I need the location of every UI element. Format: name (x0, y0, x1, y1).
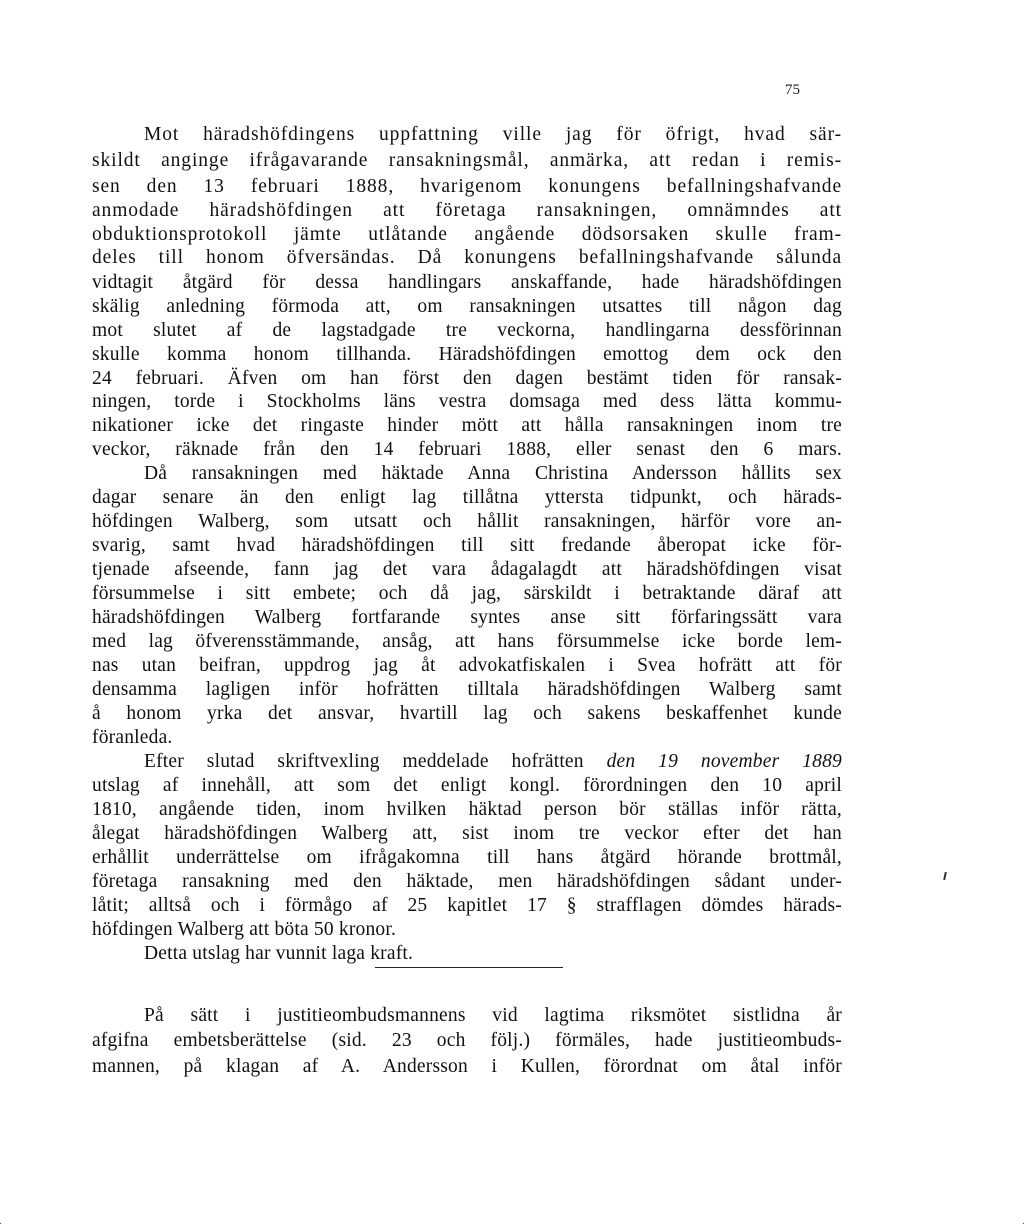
text-line: sen den 13 februari 1888, hvarigenom konungens befallningshafvande (92, 176, 842, 197)
text-line: tjenade afseende, fann jag det vara ådagalagdt att häradshöfdingen visat (92, 559, 842, 580)
text-line: med lag öfverensstämmande, ansåg, att hans försummelse icke borde lem- (92, 631, 842, 652)
text-line: svarig, samt hvad häradshöfdingen till sitt fredande åberopat icke för- (92, 535, 842, 556)
text-line: Detta utslag har vunnit laga kraft. (144, 943, 414, 964)
text-line: höfdingen Walberg, som utsatt och hållit ransakningen, härför vore an- (92, 511, 842, 532)
text-line: höfdingen Walberg att böta 50 kronor. (92, 919, 397, 940)
text-line: ålegat häradshöfdingen Walberg att, sist inom tre veckor efter det han (92, 823, 842, 844)
text-span: Efter slutad skriftvexling meddelade hofrätten den 19 november 1889 (144, 751, 842, 772)
text-line: afgifna embetsberättelse (sid. 23 och följ.) förmäles, hade justitieombuds- (92, 1030, 842, 1051)
italic-date: den 19 november 1889 (606, 751, 842, 772)
text-line: 1810, angående tiden, inom hvilken häktad person bör ställas inför rätta, (92, 799, 842, 820)
text-line: häradshöfdingen Walberg fortfarande syntes anse sitt förfaringssätt vara (92, 607, 842, 628)
text-line: skildt anginge ifrågavarande ransakningsmål, anmärka, att redan i remis- (92, 150, 842, 171)
text-line: obduktionsprotokoll jämte utlåtande angående dödsorsaken skulle fram- (92, 224, 842, 245)
text-line: utslag af innehåll, att som det enligt kongl. förordningen den 10 april (92, 775, 842, 796)
section-divider (375, 967, 563, 968)
text-line: erhållit underrättelse om ifrågakomna till hans åtgärd hörande brottmål, (92, 847, 842, 868)
text-line (144, 751, 842, 773)
text-line: nas utan beifran, uppdrog jag åt advokatfiskalen i Svea hofrätt att för (92, 655, 842, 676)
text-line: å honom yrka det ansvar, hvartill lag och sakens beskaffenhet kunde (92, 703, 842, 724)
text-line: dagar senare än den enligt lag tillåtna yttersta tidpunkt, och härads- (92, 487, 842, 508)
text-line: deles till honom öfversändas. Då konungens befallningshafvande sålunda (92, 247, 842, 268)
text-line: Mot häradshöfdingens uppfattning ville jag för öfrigt, hvad sär- (144, 124, 842, 145)
text-line: företaga ransakning med den häktade, men häradshöfdingen sådant under- (92, 871, 842, 892)
text-line: föranleda. (92, 727, 173, 748)
text-line: vidtagit åtgärd för dessa handlingars anskaffande, hade häradshöfdingen (92, 272, 842, 293)
text-line: 24 februari. Äfven om han först den dagen bestämt tiden för ransak- (92, 368, 842, 389)
text-line: försummelse i sitt embete; och då jag, särskildt i betraktande däraf att (92, 583, 842, 604)
text-line: skälig anledning förmoda att, om ransakningen utsattes till någon dag (92, 296, 842, 317)
text-line: Då ransakningen med häktade Anna Christina Andersson hållits sex (144, 463, 842, 484)
text-line: ningen, torde i Stockholms läns vestra domsaga med dess lätta kommu- (92, 391, 842, 412)
text-line: skulle komma honom tillhanda. Häradshöfdingen emottog dem ock den (92, 344, 842, 365)
text-line: låtit; alltså och i förmågo af 25 kapitlet 17 § strafflagen dömdes härads- (92, 895, 842, 916)
text-line: nikationer icke det ringaste hinder mött att hålla ransakningen inom tre (92, 415, 842, 436)
stray-mark (943, 872, 947, 880)
page-number: 75 (785, 82, 800, 98)
text-line: densamma lagligen inför hofrätten tilltala häradshöfdingen Walberg samt (92, 679, 842, 700)
text-line: På sätt i justitieombudsmannens vid lagtima riksmötet sistlidna år (144, 1005, 842, 1026)
text-line: mot slutet af de lagstadgade tre veckorna, handlingarna dessförinnan (92, 320, 842, 341)
text-line: mannen, på klagan af A. Andersson i Kullen, förordnat om åtal inför (92, 1056, 842, 1077)
text-line: anmodade häradshöfdingen att företaga ransakningen, omnämndes att (92, 200, 842, 221)
text-line: veckor, räknade från den 14 februari 1888, eller senast den 6 mars. (92, 439, 842, 460)
